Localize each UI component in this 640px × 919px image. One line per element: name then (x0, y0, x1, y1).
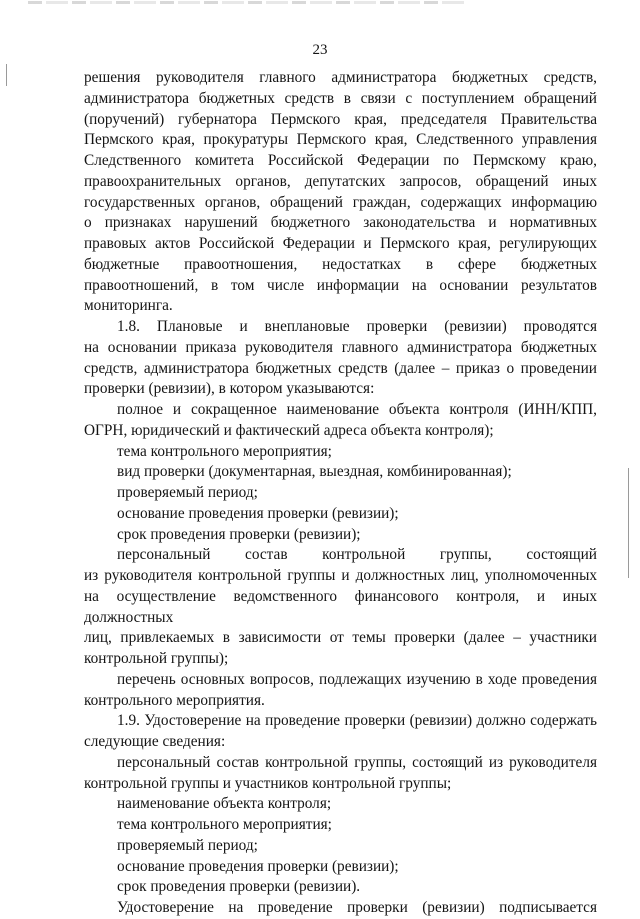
text-line-l23: срок проведения проверки (ревизии); (117, 525, 361, 543)
text-line-l32: следующие сведения: (84, 733, 226, 750)
text-line-l35: наименование объекта контроля; (117, 795, 332, 813)
text-line-l29: перечень основных вопросов, подлежащих изучению в ходе проведения (117, 670, 597, 688)
scan-edge-right (628, 468, 629, 578)
text-line-l37: проверяемый период; (117, 836, 258, 854)
text-line-l14: на основании приказа руководителя главного администратора бюджетных (84, 338, 597, 356)
text-line-l20: вид проверки (документарная, выездная, комбинированная); (117, 463, 512, 481)
text-line-l07: государственных органов, обращений граждан, содержащих информацию (84, 193, 597, 211)
text-line-l10: бюджетные правоотношения, недостатках в сфере бюджетных (84, 255, 597, 273)
text-line-l05: Следственного комитета Российской Федерации по Пермскому краю, (84, 152, 597, 169)
text-line-l24: персональный состав контрольной группы, состоящий (117, 546, 597, 564)
scan-edge-left (6, 64, 7, 86)
document-body (84, 68, 597, 919)
text-line-l30: контрольного мероприятия. (84, 691, 265, 709)
text-line-l13: 1.8. Плановые и внеплановые проверки (ревизии) проводятся (117, 318, 597, 335)
text-line-l21: проверяемый период; (117, 484, 258, 501)
text-line-l12: мониторинга. (84, 297, 173, 315)
text-line-l39: срок проведения проверки (ревизии). (117, 878, 361, 896)
text-line-l04: Пермского края, прокуратуры Пермского края, Следственного управления (84, 131, 597, 149)
text-line-l28: контрольной группы); (84, 650, 229, 667)
text-line-l09: правовых актов Российской Федерации и Пермского края, регулирующих (84, 235, 597, 252)
text-line-l18: ОГРН, юридический и фактический адреса объекта контроля); (84, 421, 494, 439)
text-line-l03: (поручений) губернатора Пермского края, председателя Правительства (84, 110, 597, 128)
text-line-l31: 1.9. Удостоверение на проведение проверки (ревизии) должно содержать (117, 712, 597, 730)
text-line-l17: полное и сокращенное наименование объекта контроля (ИНН/КПП, (117, 401, 597, 418)
page-number: 23 (312, 42, 328, 58)
text-line-l34: контрольной группы и участников контрольной группы; (84, 774, 452, 792)
text-line-l01: решения руководителя главного администратора бюджетных средств, (84, 69, 597, 86)
text-line-l15: средств, администратора бюджетных средств (далее – приказ о проведении (84, 359, 597, 377)
text-line-l06: правоохранительных органов, депутатских запросов, обращений иных (84, 172, 597, 190)
text-line-l40: Удостоверение на проведение проверки (ревизии) подписывается (117, 899, 597, 916)
text-line-l16: проверки (ревизии), в котором указываются: (84, 380, 375, 398)
text-line-l08: о признаках нарушений бюджетного законодательства и нормативных (84, 214, 597, 232)
scan-artifact-top (28, 1, 468, 4)
text-line-l33: персональный состав контрольной группы, состоящий из руководителя (117, 753, 597, 771)
text-line-l26: на осуществление ведомственного финансового контроля, и иных должностных (84, 587, 597, 626)
text-line-l02: администратора бюджетных средств в связи с поступлением обращений (84, 89, 597, 107)
text-line-l36: тема контрольного мероприятия; (117, 816, 332, 833)
text-line-l19: тема контрольного мероприятия; (117, 442, 332, 460)
text-line-l27: лиц, привлекаемых в зависимости от темы проверки (далее – участники (84, 629, 597, 647)
text-line-l22: основание проведения проверки (ревизии); (117, 504, 399, 522)
text-line-l11: правоотношений, в том числе информации на основании результатов (84, 276, 597, 294)
text-line-l38: основание проведения проверки (ревизии); (117, 857, 399, 875)
text-line-l25: из руководителя контрольной группы и должностных лиц, уполномоченных (84, 567, 597, 584)
